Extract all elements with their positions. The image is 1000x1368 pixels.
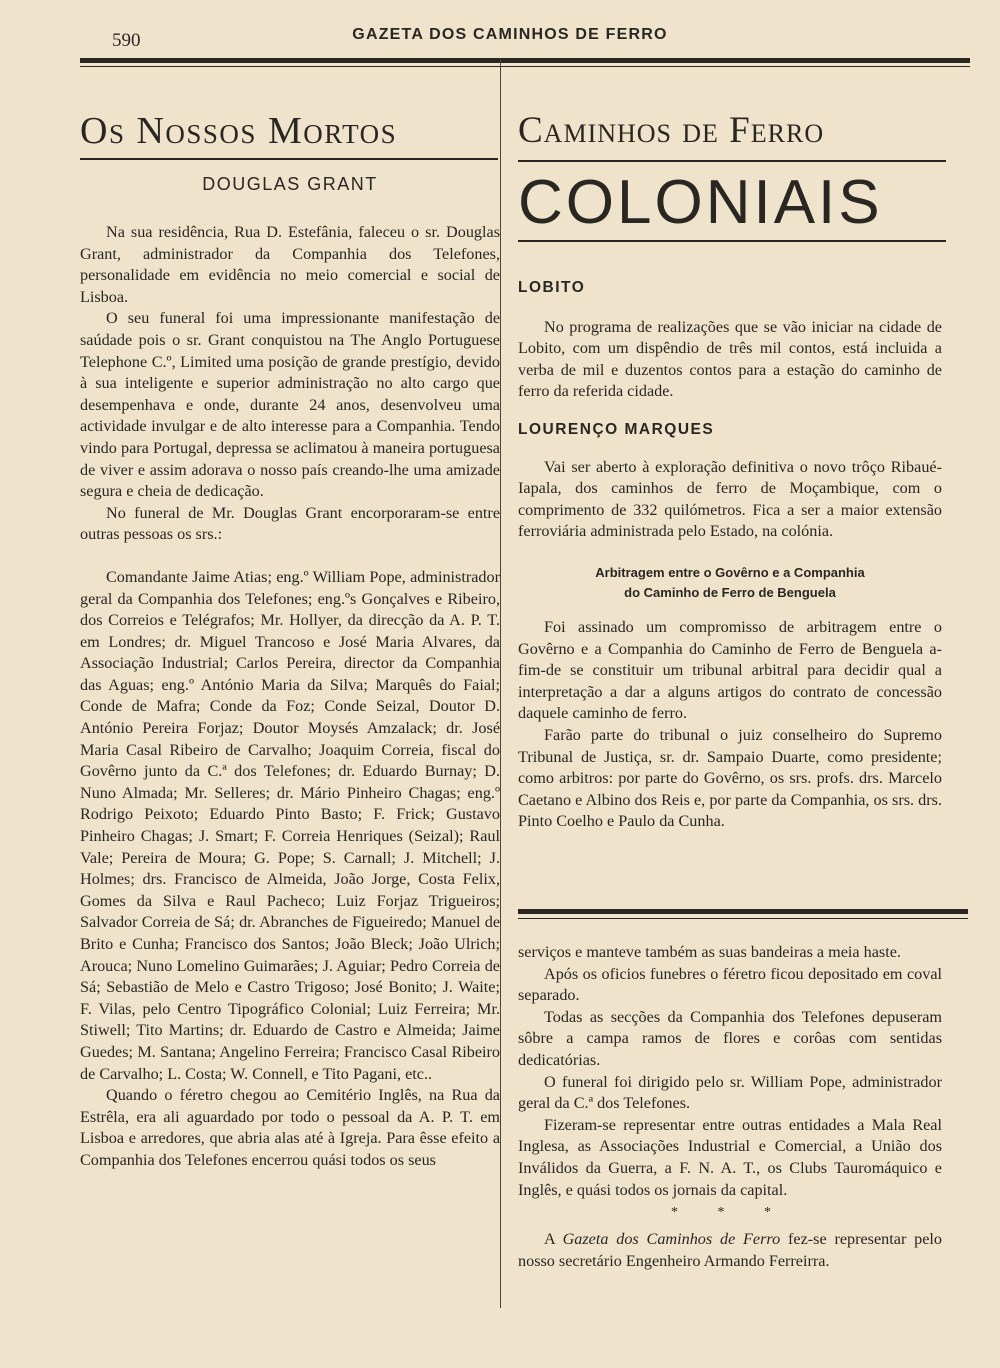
obituary-subtitle: DOUGLAS GRANT	[202, 174, 378, 194]
section-heading-lourenco-marques: LOURENÇO MARQUES	[518, 420, 715, 438]
continuation-paragraph: Após os oficios funebres o féretro ficou depositado em coval separado.	[518, 964, 942, 1005]
section-heading-lobito: LOBITO	[518, 279, 586, 296]
left-title-block	[80, 108, 500, 160]
right-column-news	[518, 277, 942, 833]
left-paragraph: Na sua residência, Rua D. Estefânia, faleceu o sr. Douglas Grant, administrador da Companhia dos Telefones, personalidade em evidência no meio comercial e social de Lisboa.	[80, 223, 500, 306]
running-head	[0, 20, 1000, 50]
column-divider	[500, 58, 501, 1308]
closing-paragraph	[518, 1229, 942, 1272]
left-paragraph: No funeral de Mr. Douglas Grant encorporaram-se entre outras pessoas os srs.:	[80, 503, 500, 544]
right-title-rule	[518, 160, 946, 162]
right-title-block	[518, 108, 968, 242]
lourenco-text: Vai ser aberto à exploração definitiva o novo trôço Ribaué-Iapala, dos caminhos de ferro de Moçambique, com o comprimento de 332 quilómetros. Fica a ser a maior extensão ferroviária administrada pelo Estado, na colónia.	[518, 457, 942, 541]
continuation-paragraph: O funeral foi dirigido pelo sr. William Pope, administrador geral da C.ª dos Telefones.	[518, 1072, 942, 1113]
lobito-text: No programa de realizações que se vão iniciar na cidade de Lobito, com um dispêndio de três mil contos, está incluida a verba de mil e duzentos contos para a estação do caminho de ferro da referida cidade.	[518, 317, 942, 401]
arbitration-paragraph: Foi assinado um compromisso de arbitragem entre o Govêrno e a Companhia do Caminho de Ferro de Benguela a-fim-de se constituir um tribunal arbitral para decidir qual a interpretação a dar a alguns artigos do contrato de concessão daquele caminho de ferro.	[518, 617, 942, 723]
page-number: 590	[112, 30, 141, 51]
section-rule	[518, 909, 968, 914]
section-stars: * * *	[671, 1205, 789, 1221]
left-paragraph: Quando o féretro chegou ao Cemitério Inglês, na Rua da Estrêla, era ali aguardado por todo o pessoal da A. P. T. em Lisboa e arredores, que abria alas até à Igreja. Para êsse efeito a Companhia dos Telefones encerrou quási todos os seus	[80, 1086, 500, 1169]
closing-start: A	[544, 1230, 563, 1249]
left-column-body	[80, 222, 500, 1172]
arbitration-title	[518, 563, 942, 603]
continuation-paragraph: serviços e manteve também as suas bandeiras a meia haste.	[518, 943, 901, 961]
left-paragraph: O seu funeral foi uma impressionante manifestação de saúdade pois o sr. Grant conquistou na The Anglo Portuguese Telephone C.º, Limited uma posição de grande prestígio, devido à sua inteligente e superior administração no alto cargo que desempenhava e onde, durante 24 anos, desenvolveu uma actividade invulgar e de alto interesse para a Companhia. Tendo vindo para Portugal, depressa se aclimatou à maneira portuguesa de viver e assim adorava o nosso país creando-lhe uma amizade segura e cheia de dedicação.	[80, 309, 500, 501]
right-article-title-large: COLONIAIS	[518, 168, 883, 237]
arbitration-paragraph: Farão parte do tribunal o juiz conselheiro do Supremo Tribunal de Justiça, sr. dr. Sampaio Duarte, como presidente; como arbitros: por parte do Govêrno, os srs. profs. drs. Marcelo Caetano e Albino dos Reis e, por parte da Companhia, os srs. drs. Pinto Coelho e Paulo da Cunha.	[518, 725, 942, 831]
right-column-continuation	[518, 942, 942, 1272]
attendee-list: Comandante Jaime Atias; eng.º William Pope, administrador geral da Companhia dos Telefones; eng.ºs Gonçalves e Ribeiro, dos Correios e Telégrafos; Mr. Hollyer, da direcção da A. P. T. em Londres; dr. Miguel Trancoso e José Maria Alvares, da Associação Industrial; Carlos Pereira, director da Companhia das Aguas; eng.º António Maria da Silva; Marquês do Faial; Conde de Mafra; Conde da Foz; Conde Seizal, Doutor D. António Pereira Forjaz; Doutor Moysés Amzalack; dr. José Maria Casal Ribeiro de Carvalho; Joaquim Correia, fiscal do Govêrno junto da C.ª dos Telefones; dr. Eduardo Burnay; D. Nuno Almada; Mr. Selleres; dr. Mário Pinheiro Chagas; eng.º Rodrigo Peixoto; Eduardo Pinto Basto; F. Frick; Gustavo Pinheiro Chagas; J. Smart; F. Correia Henriques (Seizal); Raul Vale; Pereira de Moura; G. Pope; S. Carnall; J. Mitchell; J. Holmes; drs. Francisco de Almeida, João Jorge, Costa Felix, Gomes da Silva e Raul Pacheco; Luiz Forjaz Trigueiros; Salvador Correia de Sá; dr. Abranches de Figueiredo; Manuel de Brito e Cunha; Francisco dos Santos; João Bleck; João Ulrich; Arouca; Nuno Lomelino Guimarães; J. Aguiar; Pedro Correia de Sá; Sebastião de Melo e Castro Trigoso; José Bonito; J. Waite; F. Vilas, pelo Centro Tipográfico Colonial; Luiz Ferreira; Mr. Stiwell; Tito Martins; dr. Eduardo de Castro e Almeida; Jaime Guedes; M. Santana; Angelino Ferreira; Francisco Casal Ribeiro de Carvalho; L. Costa; W. Connell, e Tito Pagani, etc..	[80, 567, 500, 1083]
right-title-rule-lower	[518, 240, 946, 242]
arbitration-title-line2: do Caminho de Ferro de Benguela	[624, 584, 836, 600]
left-title-rule	[80, 158, 498, 160]
right-article-title: Caminhos de Ferro	[518, 110, 825, 151]
section-rule-thin	[518, 918, 968, 919]
journal-name-italic: Gazeta dos Caminhos de Ferro	[562, 1230, 781, 1249]
continuation-paragraph: Fizeram-se representar entre outras entidades a Mala Real Inglesa, as Associações Industrial e Comercial, a União dos Inválidos da Guerra, a F. N. A. T., os Clubs Tauromáquico e Inglês, e quási todos os jornais da capital.	[518, 1115, 942, 1199]
arbitration-title-line1: Arbitragem entre o Govêrno e a Companhia	[595, 564, 865, 580]
continuation-paragraph: Todas as secções da Companhia dos Telefones depuseram sôbre a campa ramos de flores e corôas com sentidas dedicatórias.	[518, 1007, 942, 1069]
header-rule-thin	[80, 66, 970, 67]
journal-name: GAZETA DOS CAMINHOS DE FERRO	[352, 26, 668, 43]
closing-end: fez-se representar pelo nosso secretário Engenheiro Armando Ferreirra.	[518, 1230, 942, 1270]
left-article-title: Os Nossos Mortos	[80, 110, 398, 152]
header-rule	[80, 58, 970, 63]
